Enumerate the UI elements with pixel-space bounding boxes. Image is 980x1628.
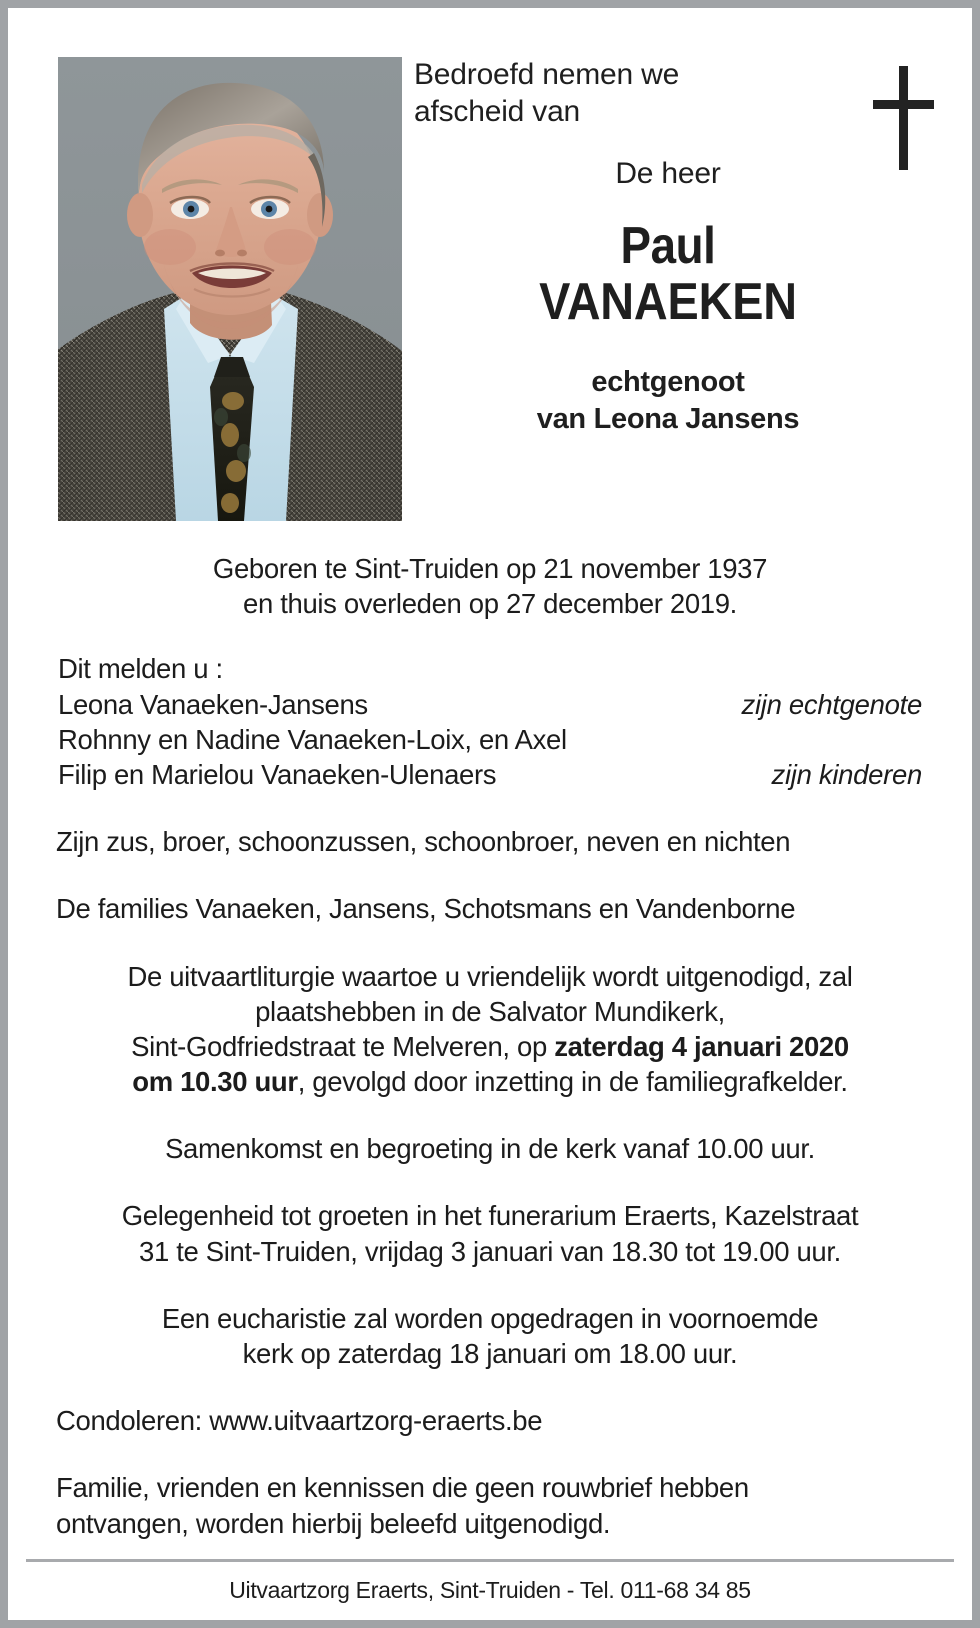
- intro-text: [414, 57, 714, 131]
- relative-relation: zijn kinderen: [771, 758, 922, 790]
- families-line-block: [8, 891, 972, 926]
- relative-name: Filip en Marielou Vanaeken-Ulenaers: [58, 758, 497, 790]
- relative-relation: zijn echtgenote: [741, 688, 922, 720]
- announcement-heading: Dit melden u :: [58, 653, 223, 685]
- spouse-name: van Leona Jansens: [536, 403, 800, 436]
- liturgy-line-2: plaatshebben in de Salvator Mundikerk,: [255, 995, 725, 1027]
- invitation-line-1: Familie, vrienden en kennissen die geen rouwbrief hebben: [56, 1472, 749, 1504]
- condolences-block[interactable]: [8, 1403, 972, 1438]
- visitation-block: [8, 1198, 972, 1268]
- relatives-line: Zijn zus, broer, schoonzussen, schoonbroer, neven en nichten: [56, 826, 791, 858]
- relative-name: Rohnny en Nadine Vanaeken-Loix, en Axel: [58, 723, 567, 755]
- liturgy-line-3-text: Sint-Godfriedstraat te Melveren, op: [131, 1030, 555, 1062]
- announcement-row: [58, 757, 922, 792]
- spouse-block: [408, 364, 928, 439]
- invitation-line-2: ontvangen, worden hierbij beleefd uitgenodigd.: [56, 1507, 611, 1539]
- announcement-row: [58, 687, 922, 722]
- liturgy-line-1: De uitvaartliturgie waartoe u vriendelijk wordt uitgenodigd, zal: [127, 960, 853, 992]
- relative-name: Leona Vanaeken-Jansens: [58, 688, 368, 720]
- card-body: [8, 529, 972, 1603]
- gathering-line: Samenkomst en begroeting in de kerk vanaf 10.00 uur.: [165, 1133, 815, 1165]
- cross-vertical-bar: [899, 66, 908, 170]
- visitation-line-2: 31 te Sint-Truiden, vrijdag 3 januari van 18.30 tot 19.00 uur.: [139, 1235, 841, 1267]
- spouse-label: echtgenoot: [591, 365, 745, 398]
- eucharist-block: [8, 1301, 972, 1371]
- card-header-area: [8, 8, 972, 529]
- latin-cross-icon: [866, 66, 942, 172]
- liturgy-line-4: [56, 1064, 924, 1099]
- condolences-line[interactable]: Condoleren: www.uitvaartzorg-eraerts.be: [56, 1405, 543, 1437]
- first-name: Paul: [620, 216, 716, 275]
- footer-divider: [26, 1559, 954, 1562]
- families-line: De families Vanaeken, Jansens, Schotsmans en Vandenborne: [56, 893, 796, 925]
- footer-text: Uitvaartzorg Eraerts, Sint-Truiden - Tel. 011-68 34 85: [229, 1577, 751, 1603]
- birth-death-dates: [8, 551, 972, 621]
- portrait-photo: [58, 57, 402, 521]
- announcement-block: [8, 651, 972, 792]
- invitation-block: [8, 1470, 972, 1540]
- intro-line-1: Bedroefd nemen we: [414, 58, 680, 91]
- portrait-illustration: [58, 57, 402, 521]
- birth-line: Geboren te Sint-Truiden op 21 november 1937: [212, 553, 768, 584]
- last-name: VANAEKEN: [539, 273, 797, 332]
- liturgy-block: [8, 959, 972, 1100]
- announcement-row: [58, 722, 922, 757]
- relatives-line-block: [8, 824, 972, 859]
- memorial-card: [8, 8, 972, 1620]
- liturgy-line-4-text: , gevolgd door inzetting in de familiegrafkelder.: [297, 1066, 848, 1098]
- visitation-line-1: Gelegenheid tot groeten in het funerarium Eraerts, Kazelstraat: [121, 1200, 859, 1232]
- liturgy-line-3: [56, 1029, 924, 1064]
- liturgy-time: om 10.30 uur: [132, 1066, 298, 1098]
- gathering-block: [8, 1131, 972, 1166]
- header-text-block: [408, 57, 928, 439]
- eucharist-line-1: Een eucharistie zal worden opgedragen in voornoemde: [161, 1302, 819, 1334]
- liturgy-date: zaterdag 4 januari 2020: [554, 1030, 849, 1062]
- intro-line-2: afscheid van: [414, 94, 581, 128]
- eucharist-line-2: kerk op zaterdag 18 januari om 18.00 uur.: [242, 1338, 738, 1369]
- honorific: De heer: [615, 156, 721, 190]
- death-line: en thuis overleden op 27 december 2019.: [243, 588, 737, 620]
- cross-horizontal-bar: [873, 100, 934, 109]
